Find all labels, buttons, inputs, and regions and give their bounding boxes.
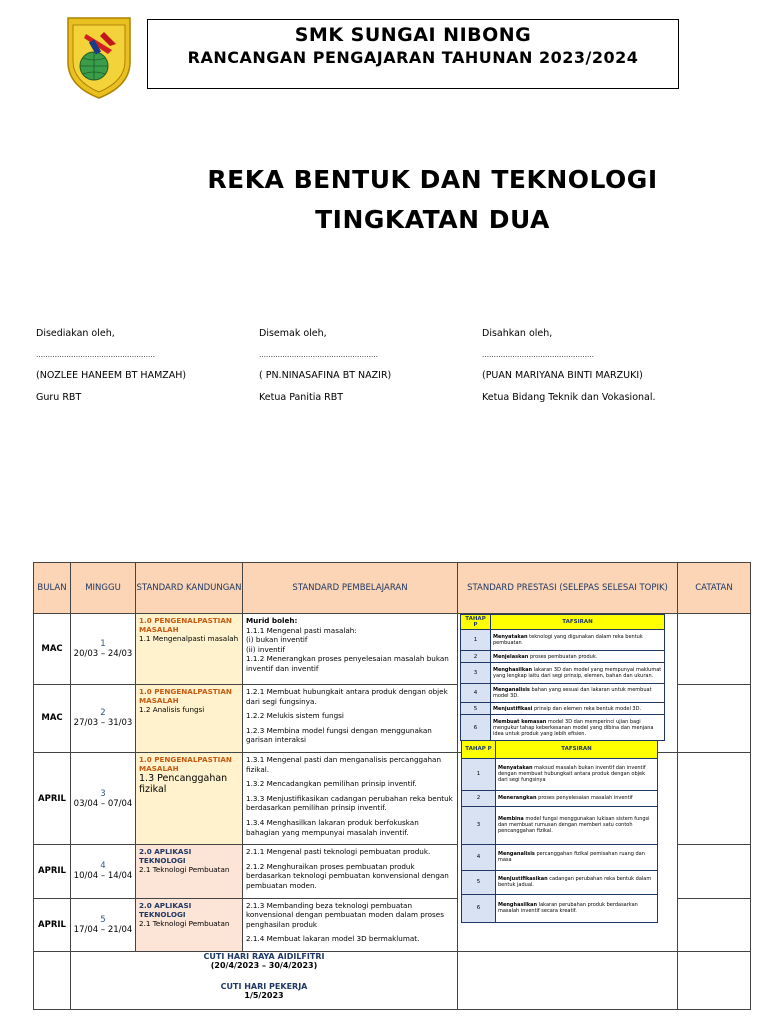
tafsiran-text <box>496 870 658 894</box>
sp-item: 1.1.1 Mengenal pasti masalah: <box>246 625 357 635</box>
table-header-row <box>34 563 751 614</box>
signature-approved <box>482 328 656 404</box>
table-row <box>34 614 751 685</box>
tafsiran-text <box>491 663 665 684</box>
sp-item: (i) bukan inventif <box>246 635 308 645</box>
yearly-plan-table <box>33 562 751 1010</box>
cell-standard-kandungan <box>136 685 243 753</box>
holiday-row <box>34 951 751 1009</box>
sk-subheading: 2.1 Teknologi Pembuatan <box>139 865 230 875</box>
cell-catatan <box>678 752 751 844</box>
cell-minggu <box>71 845 136 898</box>
cell-minggu <box>71 685 136 753</box>
cell-standard-pembelajaran <box>243 898 458 951</box>
sk-subheading: 2.1 Teknologi Pembuatan <box>139 918 230 928</box>
tafsiran-verb: Menjustifikasikan <box>498 876 548 883</box>
tafsiran-desc: proses penyelesaian masalah inventif <box>536 795 633 802</box>
tafsiran-verb: Menjelaskan <box>493 653 529 660</box>
cell-minggu <box>71 614 136 685</box>
signature-name: ( PN.NINASAFINA BT NAZIR) <box>259 370 392 381</box>
holiday-raya-dates: (20/4/2023 – 30/4/2023) <box>210 960 318 970</box>
cell-minggu <box>71 898 136 951</box>
week-date: 27/03 – 31/03 <box>73 718 133 729</box>
tafsiran-text <box>496 844 658 870</box>
tafsiran-text <box>496 790 658 806</box>
sp-item: (ii) inventif <box>246 644 286 654</box>
tafsiran-desc: teknologi yang digunakan dalam reka bentuk pembuatan <box>493 634 643 646</box>
cell-standard-pembelajaran <box>243 845 458 898</box>
cell-bulan: APRIL <box>34 898 71 951</box>
tp-level: 1 <box>461 630 491 651</box>
tp-header: TAHAP P <box>462 740 496 758</box>
header-minggu: MINGGU <box>71 563 136 614</box>
prestasi-table-2 <box>461 740 658 923</box>
week-number: 4 <box>100 861 106 872</box>
week-date: 17/04 – 21/04 <box>73 924 133 935</box>
tafsiran-verb: Menerangkan <box>498 795 537 802</box>
tp-level: 3 <box>462 806 496 844</box>
cell-bulan: MAC <box>34 614 71 685</box>
tafsiran-verb: Menganalisis <box>498 851 535 858</box>
sp-item: 2.1.2 Menghuraikan proses pembuatan produk berdasarkan teknologi pembuatan konvensional dengan pembuatan moden. <box>246 861 449 890</box>
tafsiran-text <box>491 715 665 741</box>
tafsiran-desc: model 3D dan memperinci ujian bagi mengukur tahap keberkesanan model yang dibina dan menjana idea untuk produk yang lebih efisien. <box>493 718 654 737</box>
cell-standard-pembelajaran <box>243 685 458 753</box>
week-date: 10/04 – 14/04 <box>73 871 133 882</box>
signature-line: ………………………………………… <box>482 351 594 359</box>
sp-lead: Murid boleh: <box>246 616 298 625</box>
holiday-pekerja: CUTI HARI PEKERJA <box>220 981 308 991</box>
tafsiran-header: TAFSIRAN <box>496 740 658 758</box>
week-date: 20/03 – 24/03 <box>73 649 133 659</box>
sk-heading: 1.0 PENGENALPASTIAN MASALAH <box>139 616 232 634</box>
sk-subheading: 1.2 Analisis fungsi <box>139 705 205 714</box>
sk-heading: 2.0 APLIKASI TEKNOLOGI <box>139 847 192 866</box>
cell-minggu <box>71 752 136 844</box>
tafsiran-desc: model fungsi menggunakan lukisan sistem fungsi dan membuat rumusan dengan memberi satu contoh pencanggahan fizikal. <box>498 816 650 835</box>
cell-catatan <box>678 951 751 1009</box>
sp-item: 1.1.2 Menerangkan proses penyelesaian masalah bukan inventif dan inventif <box>246 654 449 673</box>
tp-level: 4 <box>461 684 491 703</box>
tp-level: 2 <box>461 651 491 663</box>
tafsiran-verb: Menyatakan <box>498 765 533 772</box>
sk-heading: 2.0 APLIKASI TEKNOLOGI <box>139 900 192 919</box>
tafsiran-text <box>496 806 658 844</box>
cell-bulan: APRIL <box>34 752 71 844</box>
sk-heading: 1.0 PENGENALPASTIAN MASALAH <box>139 687 232 705</box>
subject-title <box>190 160 675 240</box>
cell-standard-prestasi <box>458 746 678 951</box>
tafsiran-verb: Menghasilkan <box>498 902 538 909</box>
sk-subheading: 1.3 Pencanggahan fizikal <box>139 772 228 795</box>
tafsiran-text <box>491 703 665 715</box>
cell-bulan: APRIL <box>34 845 71 898</box>
signature-role: Disemak oleh, <box>259 328 327 339</box>
signature-title: Ketua Panitia RBT <box>259 392 344 403</box>
school-crest-logo <box>64 14 134 100</box>
signature-prepared <box>36 328 186 404</box>
tp-level: 1 <box>462 758 496 790</box>
sp-item: 1.3.3 Menjustifikasikan cadangan perubahan reka bentuk berdasarkan pemilihan prinsip inventif. <box>246 793 453 813</box>
sp-item: 1.3.1 Mengenal pasti dan menganalisis percanggahan fizikal. <box>246 754 442 774</box>
cell-prestasi-empty <box>458 951 678 1009</box>
holiday-raya: CUTI HARI RAYA AIDILFITRI <box>203 951 325 961</box>
tp-level: 4 <box>462 844 496 870</box>
tafsiran-desc: bahan yang sesuai dan lakaran untuk membuat model 3D. <box>493 687 652 699</box>
cell-bulan-empty <box>34 951 71 1009</box>
tafsiran-verb: Menganalisis <box>493 687 530 693</box>
tafsiran-verb: Menghasilkan <box>493 667 533 673</box>
cell-standard-prestasi <box>458 614 678 753</box>
cell-standard-kandungan <box>136 614 243 685</box>
cell-standard-kandungan <box>136 752 243 844</box>
cell-standard-pembelajaran <box>243 614 458 685</box>
cell-bulan: MAC <box>34 685 71 753</box>
sp-item: 1.2.2 Melukis sistem fungsi <box>246 711 344 721</box>
week-number: 1 <box>100 639 106 649</box>
tp-level: 5 <box>461 703 491 715</box>
cell-standard-kandungan <box>136 845 243 898</box>
subject-name: REKA BENTUK DAN TEKNOLOGI <box>207 165 658 194</box>
signature-title: Guru RBT <box>36 392 82 403</box>
signature-line: …………………………………………… <box>259 351 378 359</box>
week-number: 3 <box>100 788 106 799</box>
tafsiran-text <box>491 651 665 663</box>
week-number: 2 <box>100 708 106 719</box>
tp-level: 5 <box>462 870 496 894</box>
holiday-pekerja-date: 1/5/2023 <box>244 990 284 1000</box>
plan-title: RANCANGAN PENGAJARAN TAHUNAN 2023/2024 <box>187 48 639 67</box>
tafsiran-desc: percanggahan fizikal pemisahan ruang dan masa <box>498 851 645 864</box>
tafsiran-verb: Menjustifikasi <box>493 705 533 712</box>
title-box <box>147 19 679 89</box>
sp-item: 1.2.3 Membina model fungsi dengan menggunakan garisan interaksi <box>246 725 432 745</box>
header-catatan: CATATAN <box>678 563 751 614</box>
tafsiran-text <box>491 684 665 703</box>
tafsiran-desc: cadangan perubahan reka bentuk dalam bentuk jadual. <box>498 876 652 889</box>
signature-line: …………………………………………… <box>36 351 155 359</box>
sp-item: 2.1.3 Membanding beza teknologi pembuatan konvensional dengan pembuatan moden dalam proses penghasilan produk <box>246 900 444 929</box>
cell-catatan <box>678 614 751 685</box>
tp-level: 3 <box>461 663 491 684</box>
table-row <box>34 752 751 844</box>
tafsiran-verb: Menyatakan <box>493 634 528 640</box>
tp-level: 6 <box>462 894 496 922</box>
form-level: TINGKATAN DUA <box>315 205 550 234</box>
cell-catatan <box>678 845 751 898</box>
sp-item: 1.2.1 Membuat hubungkait antara produk dengan objek dari segi fungsinya. <box>246 687 448 706</box>
sk-heading: 1.0 PENGENALPASTIAN MASALAH <box>139 754 232 773</box>
header-standard-kandungan: STANDARD KANDUNGAN <box>136 563 243 614</box>
signature-title: Ketua Bidang Teknik dan Vokasional. <box>482 392 656 403</box>
cell-catatan <box>678 685 751 753</box>
sp-item: 2.1.1 Mengenal pasti teknologi pembuatan produk. <box>246 847 431 857</box>
header-standard-prestasi: STANDARD PRESTASI (SELEPAS SELESAI TOPIK) <box>458 563 678 614</box>
tafsiran-desc: prinsip dan elemen reka bentuk model 3D. <box>532 705 642 712</box>
header-bulan: BULAN <box>34 563 71 614</box>
sp-item: 1.3.4 Menghasilkan lakaran produk berfokuskan bahagian yang mempunyai masalah inventif. <box>246 817 419 837</box>
tafsiran-desc: lakaran 3D dan model yang mempunyai maklumat yang lengkap iaitu dari segi prinsip, elemen, bahan dan ukuran. <box>493 667 662 679</box>
header-standard-pembelajaran: STANDARD PEMBELAJARAN <box>243 563 458 614</box>
tafsiran-text <box>496 758 658 790</box>
week-number: 5 <box>100 914 106 925</box>
signature-role: Disahkan oleh, <box>482 328 553 339</box>
signature-name: (PUAN MARIYANA BINTI MARZUKI) <box>482 370 643 381</box>
holiday-cell <box>71 951 458 1009</box>
tafsiran-text <box>496 894 658 922</box>
signature-role: Disediakan oleh, <box>36 328 115 339</box>
sp-item: 2.1.4 Membuat lakaran model 3D bermaklumat. <box>246 934 420 944</box>
tp-level: 6 <box>461 715 491 741</box>
signature-name: (NOZLEE HANEEM BT HAMZAH) <box>36 370 187 381</box>
school-name: SMK SUNGAI NIBONG <box>294 24 532 46</box>
prestasi-table-1 <box>460 614 665 741</box>
sp-item: 1.3.2 Mencadangkan pemilihan prinsip inventif. <box>246 779 417 789</box>
week-date: 03/04 – 07/04 <box>73 798 133 809</box>
tp-level: 2 <box>462 790 496 806</box>
cell-standard-pembelajaran <box>243 752 458 844</box>
tafsiran-verb: Membina <box>498 816 524 823</box>
sk-subheading: 1.1 Mengenalpasti masalah <box>139 634 239 643</box>
tp-header: TAHAP P <box>461 615 491 630</box>
tafsiran-header: TAFSIRAN <box>491 615 665 630</box>
tafsiran-desc: proses pembuatan produk. <box>528 653 598 660</box>
cell-standard-kandungan <box>136 898 243 951</box>
tafsiran-verb: Membuat kemasan <box>493 718 547 725</box>
tafsiran-desc: maksud masalah bukan inventif dan inventif dengan membuat hubungkait antara produk dengan objek dari segi fungsinya <box>498 765 646 784</box>
tafsiran-text <box>491 630 665 651</box>
tafsiran-desc: lakaran perubahan produk berdasarkan masalah inventif secara kreatif. <box>498 902 638 915</box>
cell-catatan <box>678 898 751 951</box>
signature-reviewed <box>259 328 391 404</box>
